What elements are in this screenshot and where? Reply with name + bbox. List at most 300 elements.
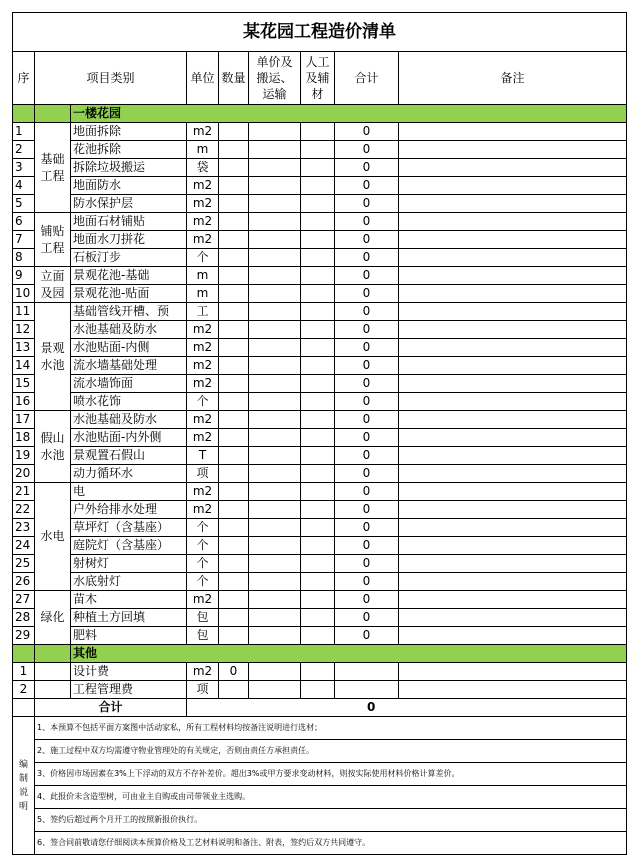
item-labor (301, 375, 335, 393)
item-total: 0 (335, 573, 399, 591)
item-price (249, 555, 301, 573)
item-labor (301, 519, 335, 537)
row-number: 7 (13, 231, 35, 249)
item-remark (399, 663, 627, 681)
note-text: 4、此报价未含造型树，可由业主自购或由司带领业主选购。 (35, 786, 627, 809)
item-name: 流水墙基础处理 (71, 357, 187, 375)
table-row (13, 123, 627, 141)
item-labor (301, 573, 335, 591)
row-number: 1 (13, 663, 35, 681)
item-name: 庭院灯（含基座） (71, 537, 187, 555)
item-labor (301, 159, 335, 177)
table-row (13, 267, 627, 285)
item-total: 0 (335, 123, 399, 141)
group-label: 假山水池 (35, 411, 71, 483)
item-remark (399, 447, 627, 465)
item-unit: 包 (187, 609, 219, 627)
item-name: 景观花池-基础 (71, 267, 187, 285)
item-price (249, 429, 301, 447)
item-unit: m (187, 285, 219, 303)
item-total: 0 (335, 267, 399, 285)
item-price (249, 483, 301, 501)
group-label: 绿化 (35, 591, 71, 645)
table-row (13, 195, 627, 213)
item-labor (301, 483, 335, 501)
item-total: 0 (335, 591, 399, 609)
item-remark (399, 483, 627, 501)
item-labor (301, 663, 335, 681)
item-remark (399, 321, 627, 339)
sheet-title: 某花园工程造价清单 (13, 13, 627, 52)
row-number: 9 (13, 267, 35, 285)
item-unit: 项 (187, 681, 219, 699)
table-row (13, 609, 627, 627)
header-total: 合计 (335, 52, 399, 105)
item-name: 户外给排水处理 (71, 501, 187, 519)
group-label: 铺贴工程 (35, 213, 71, 267)
item-name: 景观花池-贴面 (71, 285, 187, 303)
row-number: 15 (13, 375, 35, 393)
row-number: 23 (13, 519, 35, 537)
table-row (13, 681, 627, 699)
item-labor (301, 321, 335, 339)
item-qty (219, 555, 249, 573)
item-unit: m (187, 267, 219, 285)
row-number: 2 (13, 141, 35, 159)
title-row (13, 13, 627, 52)
table-row (13, 177, 627, 195)
cost-sheet (12, 12, 626, 855)
table-row (13, 627, 627, 645)
row-number: 10 (13, 285, 35, 303)
item-name: 种植土方回填 (71, 609, 187, 627)
item-labor (301, 447, 335, 465)
item-labor (301, 267, 335, 285)
item-labor (301, 123, 335, 141)
item-qty (219, 321, 249, 339)
item-unit: m2 (187, 591, 219, 609)
group-label: 立面及园 (35, 267, 71, 303)
row-number: 19 (13, 447, 35, 465)
item-labor (301, 213, 335, 231)
item-total: 0 (335, 177, 399, 195)
item-price (249, 123, 301, 141)
item-name: 流水墙饰面 (71, 375, 187, 393)
item-total: 0 (335, 321, 399, 339)
item-unit: m2 (187, 663, 219, 681)
item-remark (399, 159, 627, 177)
item-total: 0 (335, 375, 399, 393)
item-total: 0 (335, 609, 399, 627)
item-name: 地面拆除 (71, 123, 187, 141)
item-total: 0 (335, 159, 399, 177)
row-number: 24 (13, 537, 35, 555)
item-name: 地面石材铺贴 (71, 213, 187, 231)
header-category: 项目类别 (35, 52, 187, 105)
row-number: 27 (13, 591, 35, 609)
item-labor (301, 555, 335, 573)
section-title: 其他 (71, 645, 627, 663)
row-number: 20 (13, 465, 35, 483)
item-name: 防水保护层 (71, 195, 187, 213)
row-number: 8 (13, 249, 35, 267)
row-number: 16 (13, 393, 35, 411)
item-name: 景观置石假山 (71, 447, 187, 465)
table-row (13, 429, 627, 447)
row-number: 29 (13, 627, 35, 645)
row-number: 14 (13, 357, 35, 375)
item-remark (399, 591, 627, 609)
item-labor (301, 501, 335, 519)
table-row (13, 249, 627, 267)
note-row (13, 809, 627, 832)
item-labor (301, 339, 335, 357)
table-row (13, 501, 627, 519)
item-total: 0 (335, 303, 399, 321)
item-total: 0 (335, 555, 399, 573)
item-remark (399, 285, 627, 303)
item-unit: 个 (187, 537, 219, 555)
table-row (13, 159, 627, 177)
item-total: 0 (335, 195, 399, 213)
row-number: 18 (13, 429, 35, 447)
table-row (13, 285, 627, 303)
item-remark (399, 375, 627, 393)
item-remark (399, 231, 627, 249)
section-row (13, 105, 627, 123)
item-price (249, 375, 301, 393)
item-name: 地面防水 (71, 177, 187, 195)
item-qty (219, 339, 249, 357)
item-name: 基础管线开槽、预 (71, 303, 187, 321)
item-unit: 包 (187, 627, 219, 645)
item-remark (399, 195, 627, 213)
header-price: 单价及搬运、运输 (249, 52, 301, 105)
item-name: 地面水刀拼花 (71, 231, 187, 249)
item-remark (399, 573, 627, 591)
item-remark (399, 339, 627, 357)
note-text: 2、施工过程中双方均需遵守物业管理处的有关规定，否则由责任方承担责任。 (35, 740, 627, 763)
item-labor (301, 231, 335, 249)
item-remark (399, 123, 627, 141)
item-price (249, 537, 301, 555)
item-name: 水池基础及防水 (71, 321, 187, 339)
item-price (249, 213, 301, 231)
table-row (13, 141, 627, 159)
item-price (249, 411, 301, 429)
item-qty: 0 (219, 663, 249, 681)
item-unit: T (187, 447, 219, 465)
row-number: 22 (13, 501, 35, 519)
table-row (13, 537, 627, 555)
item-name: 花池拆除 (71, 141, 187, 159)
table-row (13, 357, 627, 375)
item-unit: m2 (187, 177, 219, 195)
group-label: 水电 (35, 483, 71, 591)
header-row (13, 52, 627, 105)
item-total: 0 (335, 519, 399, 537)
row-number: 1 (13, 123, 35, 141)
item-price (249, 195, 301, 213)
item-labor (301, 591, 335, 609)
item-remark (399, 357, 627, 375)
item-price (249, 573, 301, 591)
item-unit: 袋 (187, 159, 219, 177)
item-labor (301, 411, 335, 429)
item-name: 石板汀步 (71, 249, 187, 267)
item-price (249, 681, 301, 699)
item-qty (219, 231, 249, 249)
row-number: 21 (13, 483, 35, 501)
note-text: 5、签约后超过两个月开工的按照新报价执行。 (35, 809, 627, 832)
item-total (335, 681, 399, 699)
item-price (249, 447, 301, 465)
item-labor (301, 303, 335, 321)
item-total: 0 (335, 339, 399, 357)
table-row (13, 573, 627, 591)
item-unit: m2 (187, 123, 219, 141)
total-label: 合计 (35, 699, 187, 717)
item-remark (399, 627, 627, 645)
item-unit: m2 (187, 501, 219, 519)
row-number: 17 (13, 411, 35, 429)
item-remark (399, 213, 627, 231)
table-row (13, 483, 627, 501)
table-row (13, 393, 627, 411)
item-total: 0 (335, 447, 399, 465)
item-remark (399, 249, 627, 267)
table-row (13, 321, 627, 339)
item-qty (219, 681, 249, 699)
item-labor (301, 177, 335, 195)
group-label: 基础工程 (35, 123, 71, 213)
item-qty (219, 537, 249, 555)
row-number: 4 (13, 177, 35, 195)
item-total: 0 (335, 141, 399, 159)
item-price (249, 141, 301, 159)
item-price (249, 321, 301, 339)
item-price (249, 267, 301, 285)
item-total: 0 (335, 627, 399, 645)
item-qty (219, 195, 249, 213)
table-row (13, 375, 627, 393)
item-name: 水池基础及防水 (71, 411, 187, 429)
total-row (13, 699, 627, 717)
row-number: 13 (13, 339, 35, 357)
row-number: 12 (13, 321, 35, 339)
item-labor (301, 627, 335, 645)
item-price (249, 249, 301, 267)
item-qty (219, 393, 249, 411)
item-price (249, 591, 301, 609)
item-total: 0 (335, 213, 399, 231)
item-remark (399, 519, 627, 537)
item-qty (219, 159, 249, 177)
item-qty (219, 627, 249, 645)
item-price (249, 303, 301, 321)
item-price (249, 285, 301, 303)
item-total: 0 (335, 249, 399, 267)
item-qty (219, 285, 249, 303)
item-qty (219, 249, 249, 267)
note-row (13, 740, 627, 763)
item-unit: m2 (187, 321, 219, 339)
item-remark (399, 465, 627, 483)
item-remark (399, 609, 627, 627)
row-number: 6 (13, 213, 35, 231)
item-price (249, 159, 301, 177)
item-price (249, 519, 301, 537)
item-total: 0 (335, 231, 399, 249)
item-price (249, 609, 301, 627)
item-remark (399, 555, 627, 573)
item-unit: m2 (187, 357, 219, 375)
item-unit: m2 (187, 213, 219, 231)
item-unit: m2 (187, 339, 219, 357)
item-remark (399, 501, 627, 519)
item-remark (399, 303, 627, 321)
item-labor (301, 141, 335, 159)
item-remark (399, 177, 627, 195)
table-row (13, 591, 627, 609)
row-number: 25 (13, 555, 35, 573)
table-row (13, 231, 627, 249)
group-label: 景观水池 (35, 303, 71, 411)
item-unit: m2 (187, 375, 219, 393)
item-qty (219, 123, 249, 141)
item-qty (219, 213, 249, 231)
item-name: 水池贴面-内外侧 (71, 429, 187, 447)
item-qty (219, 591, 249, 609)
item-unit: 个 (187, 573, 219, 591)
item-total: 0 (335, 357, 399, 375)
note-row (13, 832, 627, 855)
item-unit: 项 (187, 465, 219, 483)
item-price (249, 393, 301, 411)
header-seq: 序 (13, 52, 35, 105)
item-price (249, 231, 301, 249)
item-name: 射树灯 (71, 555, 187, 573)
item-remark (399, 141, 627, 159)
item-name: 水池贴面-内侧 (71, 339, 187, 357)
table-row (13, 339, 627, 357)
item-qty (219, 357, 249, 375)
item-qty (219, 141, 249, 159)
item-unit: 个 (187, 555, 219, 573)
note-text: 1、本预算不包括平面方案图中活动家私，所有工程材料均按备注说明进行选材； (35, 717, 627, 740)
item-name: 电 (71, 483, 187, 501)
item-total: 0 (335, 465, 399, 483)
item-name: 喷水花饰 (71, 393, 187, 411)
item-labor (301, 285, 335, 303)
item-unit: m2 (187, 483, 219, 501)
item-unit: 个 (187, 519, 219, 537)
item-total (335, 663, 399, 681)
table-row (13, 411, 627, 429)
note-text: 3、价格因市场因素在3%上下浮动的双方不存补差价。超出3%或甲方要求变动材料，则按实际使用材料价格计算差价。 (35, 763, 627, 786)
item-remark (399, 393, 627, 411)
item-name: 设计费 (71, 663, 187, 681)
row-number: 2 (13, 681, 35, 699)
item-remark (399, 681, 627, 699)
row-number: 3 (13, 159, 35, 177)
notes-label: 编制说明 (13, 717, 35, 855)
header-labor: 人工及辅材 (301, 52, 335, 105)
note-row (13, 763, 627, 786)
row-number: 5 (13, 195, 35, 213)
item-name: 草坪灯（含基座） (71, 519, 187, 537)
item-labor (301, 249, 335, 267)
item-unit: m2 (187, 429, 219, 447)
item-qty (219, 573, 249, 591)
cost-table (12, 12, 627, 855)
item-unit: m2 (187, 231, 219, 249)
table-row (13, 663, 627, 681)
item-qty (219, 483, 249, 501)
header-unit: 单位 (187, 52, 219, 105)
item-unit: 工 (187, 303, 219, 321)
item-name: 动力循环水 (71, 465, 187, 483)
total-value: 0 (187, 699, 627, 717)
table-row (13, 555, 627, 573)
section-title: 一楼花园 (71, 105, 627, 123)
item-qty (219, 303, 249, 321)
item-qty (219, 375, 249, 393)
note-row (13, 786, 627, 809)
item-name: 工程管理费 (71, 681, 187, 699)
item-remark (399, 411, 627, 429)
item-total: 0 (335, 537, 399, 555)
item-price (249, 663, 301, 681)
item-price (249, 465, 301, 483)
note-text: 6、签合同前敬请您仔细阅读本预算价格及工艺材料说明和备注、附表，签约后双方共同遵守。 (35, 832, 627, 855)
item-total: 0 (335, 393, 399, 411)
item-unit: m2 (187, 195, 219, 213)
note-row (13, 717, 627, 740)
header-qty: 数量 (219, 52, 249, 105)
item-qty (219, 177, 249, 195)
section-row (13, 645, 627, 663)
item-qty (219, 411, 249, 429)
table-row (13, 465, 627, 483)
item-qty (219, 609, 249, 627)
item-name: 苗木 (71, 591, 187, 609)
item-unit: 个 (187, 393, 219, 411)
item-qty (219, 465, 249, 483)
table-row (13, 303, 627, 321)
item-qty (219, 267, 249, 285)
item-unit: m (187, 141, 219, 159)
item-name: 拆除垃圾搬运 (71, 159, 187, 177)
item-price (249, 357, 301, 375)
item-labor (301, 429, 335, 447)
item-remark (399, 267, 627, 285)
item-price (249, 627, 301, 645)
header-remark: 备注 (399, 52, 627, 105)
item-total: 0 (335, 411, 399, 429)
item-labor (301, 609, 335, 627)
item-total: 0 (335, 429, 399, 447)
item-name: 肥料 (71, 627, 187, 645)
item-remark (399, 537, 627, 555)
item-unit: 个 (187, 249, 219, 267)
item-unit: m2 (187, 411, 219, 429)
item-labor (301, 195, 335, 213)
item-total: 0 (335, 483, 399, 501)
item-qty (219, 447, 249, 465)
item-total: 0 (335, 501, 399, 519)
item-price (249, 177, 301, 195)
